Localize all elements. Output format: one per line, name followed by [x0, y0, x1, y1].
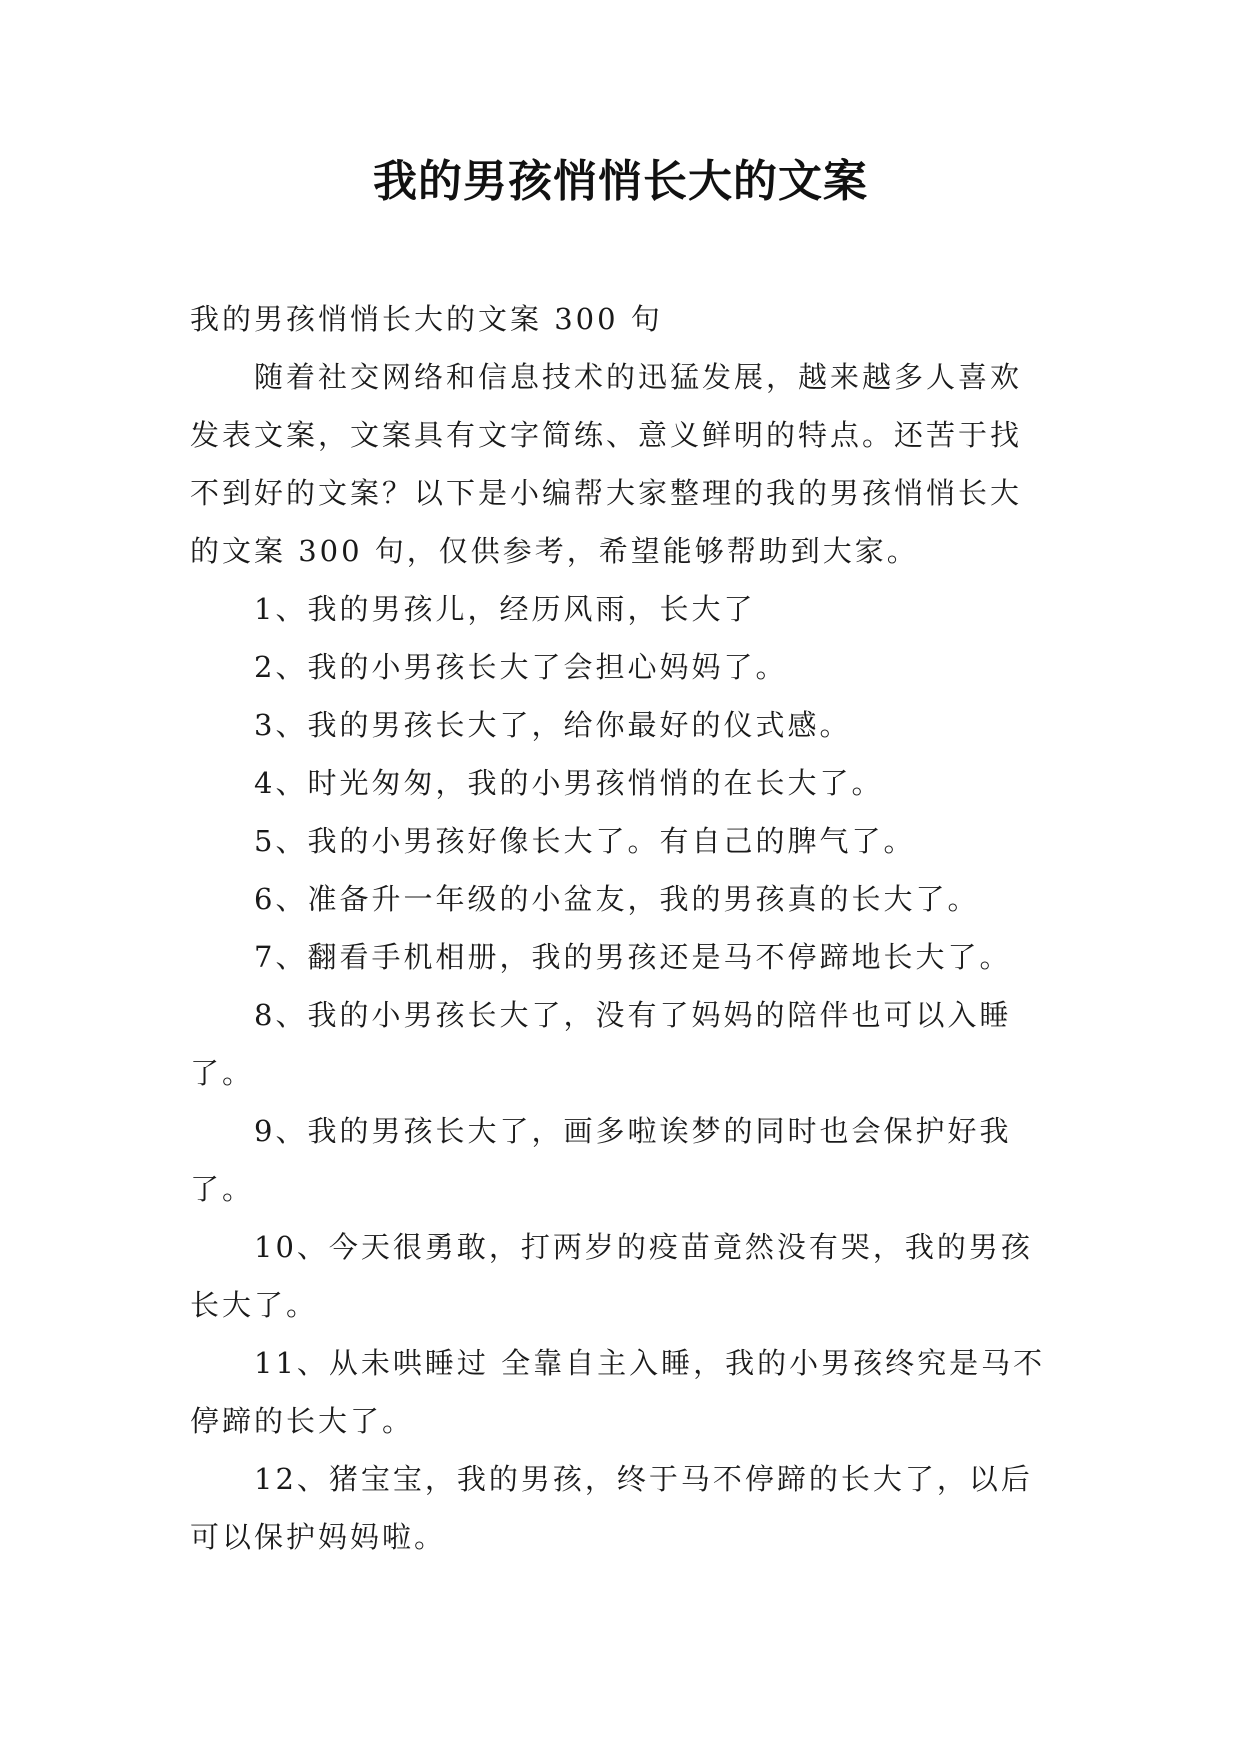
- intro-paragraph: 随着社交网络和信息技术的迅猛发展，越来越多人喜欢发表文案，文案具有文字简练、意义鲜明的特点。还苦于找不到好的文案？以下是小编帮大家整理的我的男孩悄悄长大的文案 300 句，仅供参考，希望能够帮助到大家。: [190, 360, 1023, 568]
- list-item: 11、从未哄睡过 全靠自主入睡，我的小男孩终究是马不停蹄的长大了。: [190, 1346, 1046, 1438]
- document-subtitle: 我的男孩悄悄长大的文案 300 句: [190, 302, 663, 336]
- list-item: 3、我的男孩长大了，给你最好的仪式感。: [254, 708, 852, 742]
- list-item: 7、翻看手机相册，我的男孩还是马不停蹄地长大了。: [254, 940, 1012, 974]
- list-item: 9、我的男孩长大了，画多啦诶梦的同时也会保护好我了。: [190, 1114, 1012, 1206]
- list-item: 12、猪宝宝，我的男孩，终于马不停蹄的长大了，以后可以保护妈妈啦。: [190, 1462, 1033, 1554]
- list-item: 8、我的小男孩长大了，没有了妈妈的陪伴也可以入睡了。: [190, 998, 1012, 1090]
- document-title: 我的男孩悄悄长大的文案: [373, 156, 868, 207]
- list-item: 5、我的小男孩好像长大了。有自己的脾气了。: [254, 824, 916, 858]
- list-item: 10、今天很勇敢，打两岁的疫苗竟然没有哭，我的男孩长大了。: [190, 1230, 1033, 1322]
- list-item: 2、我的小男孩长大了会担心妈妈了。: [254, 650, 788, 684]
- list-item: 4、时光匆匆，我的小男孩悄悄的在长大了。: [254, 766, 884, 800]
- document-body: [190, 290, 1050, 1566]
- list-item: 1、我的男孩儿，经历风雨，长大了: [254, 592, 756, 626]
- list-item: 6、准备升一年级的小盆友，我的男孩真的长大了。: [254, 882, 980, 916]
